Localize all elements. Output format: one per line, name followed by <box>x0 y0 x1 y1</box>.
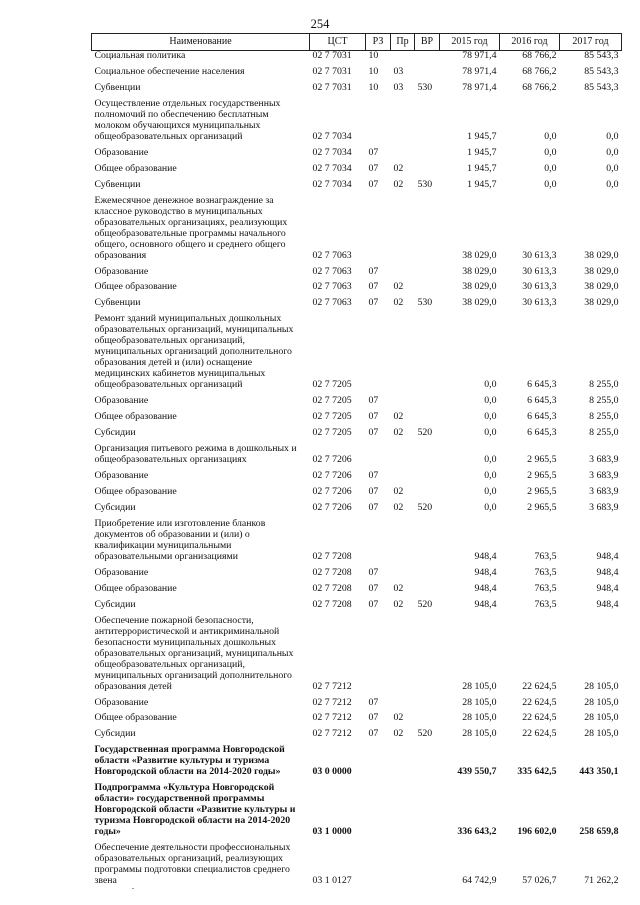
row-pr <box>391 843 415 892</box>
row-cst: 02 7 7206 <box>312 486 352 497</box>
row-2017: 28 105,0 <box>584 680 619 692</box>
row-pr <box>391 99 415 148</box>
row-rz: 07 <box>368 696 379 708</box>
row-name: Общее образование <box>94 411 177 423</box>
row-rz: 07 <box>368 470 379 482</box>
table-body <box>92 51 622 893</box>
row-rz: 07 <box>368 486 379 497</box>
row-2016: 335 642,5 <box>517 766 557 778</box>
row-2015: 78 971,4 <box>462 81 497 93</box>
row-pr: 02 <box>393 598 404 610</box>
row-name: Субсидии <box>94 427 136 439</box>
row-cst: 02 7 7212 <box>312 728 352 740</box>
header-2016: 2016 год <box>500 34 560 51</box>
row-rz <box>366 444 391 471</box>
row-2017: 948,4 <box>596 550 619 562</box>
row-pr <box>391 148 415 164</box>
table-row <box>92 67 622 83</box>
row-pr: 02 <box>393 411 404 423</box>
row-cst: 02 7 7208 <box>312 582 352 594</box>
row-2017: 28 105,0 <box>584 728 619 740</box>
table-row <box>92 51 622 67</box>
table-row <box>92 267 622 283</box>
table-row <box>92 729 622 745</box>
table-row <box>92 282 622 298</box>
row-2017: 85 543,3 <box>584 81 619 93</box>
row-2016: 6 645,3 <box>527 411 557 423</box>
table-row <box>92 568 622 584</box>
table-row <box>92 314 622 396</box>
table-row <box>92 444 622 471</box>
table-row <box>92 713 622 729</box>
row-vr <box>415 99 440 148</box>
row-rz <box>366 783 391 843</box>
row-rz: 07 <box>368 162 379 174</box>
row-2015: 0,0 <box>484 427 497 439</box>
row-name: Субсидии <box>94 728 136 740</box>
row-pr: 02 <box>393 178 404 190</box>
row-pr <box>391 444 415 471</box>
row-2017: 948,4 <box>596 582 619 594</box>
row-2015: 439 550,7 <box>457 766 497 778</box>
row-vr: 530 <box>417 297 433 309</box>
row-vr <box>415 267 440 283</box>
row-2015: 64 742,9 <box>462 875 497 887</box>
row-rz: 07 <box>368 427 379 439</box>
scan-speck <box>132 888 134 889</box>
row-pr <box>391 471 415 487</box>
row-cst: 03 1 0000 <box>312 826 352 838</box>
row-name: Организация питьевого режима в дошкольных и общеобразовательных организациях <box>94 443 297 466</box>
header-vr: ВР <box>415 34 440 51</box>
row-cst: 02 7 7063 <box>312 281 352 293</box>
row-2017: 8 255,0 <box>589 379 619 391</box>
row-name: Субвенции <box>94 81 141 93</box>
row-2015: 948,4 <box>474 566 497 578</box>
row-pr <box>391 568 415 584</box>
row-vr <box>415 67 440 83</box>
row-rz: 07 <box>368 712 379 724</box>
row-2017: 443 350,1 <box>579 766 619 778</box>
row-rz: 07 <box>368 598 379 610</box>
row-pr: 02 <box>393 712 404 724</box>
row-2017: 3 683,9 <box>589 470 619 482</box>
row-rz: 10 <box>368 65 379 77</box>
row-2017: 258 659,8 <box>579 826 619 838</box>
row-2016: 0,0 <box>544 178 557 190</box>
row-2015: 38 029,0 <box>462 249 497 261</box>
table-row <box>92 83 622 99</box>
table-row <box>92 600 622 616</box>
row-vr: 520 <box>417 501 433 513</box>
row-2016: 763,5 <box>534 566 557 578</box>
row-2015: 28 105,0 <box>462 696 497 708</box>
row-vr <box>415 314 440 396</box>
row-2017: 38 029,0 <box>584 281 619 293</box>
row-2015: 38 029,0 <box>462 281 497 293</box>
row-pr: 02 <box>393 728 404 740</box>
row-2015: 1 945,7 <box>467 130 497 142</box>
row-name: Приобретение или изготовление бланков документов об образовании и (или) о квалификации муниципальными образовательными организациями <box>94 517 266 562</box>
row-2016: 22 624,5 <box>522 696 557 708</box>
row-rz: 07 <box>368 728 379 740</box>
row-2016: 30 613,3 <box>522 281 557 293</box>
row-vr <box>415 584 440 600</box>
row-2017: 0,0 <box>606 162 619 174</box>
row-2016: 30 613,3 <box>522 249 557 261</box>
row-2016: 196 602,0 <box>517 826 557 838</box>
row-2017: 8 255,0 <box>589 395 619 407</box>
row-name: Субсидии <box>94 501 136 513</box>
row-vr <box>415 444 440 471</box>
row-cst: 03 0 0000 <box>312 766 352 778</box>
row-vr <box>415 196 440 267</box>
page-number: 254 <box>310 17 330 31</box>
row-cst: 02 7 7063 <box>312 265 352 277</box>
row-2015: 0,0 <box>484 379 497 391</box>
row-vr <box>415 616 440 698</box>
row-2016: 6 645,3 <box>527 379 557 391</box>
row-name: Обеспечение пожарной безопасности, антитеррористической и антикриминальной безопасности муниципальных дошкольных образовательных организаций, муниципальных общеобразовательных организаций, муниципальных организаций дополнительного образования детей <box>94 614 294 692</box>
row-cst: 03 1 0127 <box>312 875 352 887</box>
row-rz <box>366 314 391 396</box>
row-2017: 38 029,0 <box>584 265 619 277</box>
row-rz <box>366 196 391 267</box>
row-name: Социальная политика <box>94 50 186 61</box>
row-2015: 78 971,4 <box>462 65 497 77</box>
row-vr <box>415 713 440 729</box>
row-2015: 948,4 <box>474 582 497 594</box>
row-pr <box>391 396 415 412</box>
row-2015: 336 643,2 <box>457 826 497 838</box>
table-row <box>92 616 622 698</box>
row-name: Образование <box>94 146 149 158</box>
row-2016: 2 965,5 <box>527 486 557 497</box>
table-header <box>92 34 622 51</box>
table-row <box>92 298 622 314</box>
row-name: Субвенции <box>94 178 141 190</box>
row-name: Субсидии <box>94 598 136 610</box>
row-2015: 0,0 <box>484 395 497 407</box>
row-vr <box>415 396 440 412</box>
row-2017: 38 029,0 <box>584 249 619 261</box>
row-rz: 07 <box>368 566 379 578</box>
row-2016: 22 624,5 <box>522 680 557 692</box>
row-vr <box>415 282 440 298</box>
row-2016: 57 026,7 <box>522 875 557 887</box>
row-vr <box>415 745 440 783</box>
row-2017: 85 543,3 <box>584 65 619 77</box>
row-rz <box>366 519 391 568</box>
row-vr: 520 <box>417 427 433 439</box>
row-2017: 948,4 <box>596 598 619 610</box>
row-rz: 07 <box>368 146 379 158</box>
row-2015: 1 945,7 <box>467 146 497 158</box>
row-2015: 0,0 <box>484 454 497 466</box>
row-rz: 07 <box>368 411 379 423</box>
header-name: Наименование <box>92 34 310 51</box>
row-2017: 0,0 <box>606 146 619 158</box>
row-2015: 0,0 <box>484 486 497 497</box>
row-name: Обеспечение деятельности профессиональных образовательных организаций, реализующих программы подготовки специалистов среднего звена <box>94 842 291 887</box>
row-2017: 3 683,9 <box>589 486 619 497</box>
row-cst: 02 7 7063 <box>312 249 352 261</box>
row-pr: 02 <box>393 281 404 293</box>
row-2017: 8 255,0 <box>589 411 619 423</box>
table-row <box>92 180 622 196</box>
row-2017: 3 683,9 <box>589 501 619 513</box>
header-cst: ЦСТ <box>310 34 366 51</box>
row-cst: 02 7 7031 <box>312 81 352 93</box>
row-pr <box>391 745 415 783</box>
row-vr: 530 <box>417 81 433 93</box>
row-name: Образование <box>94 395 149 407</box>
row-2015: 28 105,0 <box>462 728 497 740</box>
row-cst: 02 7 7205 <box>312 395 352 407</box>
row-cst: 02 7 7212 <box>312 680 352 692</box>
row-2016: 68 766,2 <box>522 81 557 93</box>
row-vr <box>415 51 440 67</box>
row-vr <box>415 519 440 568</box>
row-2016: 22 624,5 <box>522 728 557 740</box>
table-row <box>92 412 622 428</box>
row-2016: 68 766,2 <box>522 65 557 77</box>
table-row <box>92 745 622 783</box>
row-cst: 02 7 7034 <box>312 162 352 174</box>
table-row <box>92 487 622 503</box>
row-2015: 38 029,0 <box>462 265 497 277</box>
row-name: Осуществление отдельных государственных полномочий по обеспечению бесплатным молоком обучающихся муниципальных общеобразовательных организаций <box>94 97 281 142</box>
row-2016: 2 965,5 <box>527 501 557 513</box>
row-cst: 02 7 7208 <box>312 566 352 578</box>
table-row <box>92 396 622 412</box>
row-name: Ремонт зданий муниципальных дошкольных образовательных организаций, муниципальных общеобразовательных организаций, муниципальных организаций дополнительного образования детей и (или) оснащение медицинских кабинетов муниципальных общеобразовательных организаций <box>94 313 294 391</box>
row-2016: 68 766,2 <box>522 50 557 61</box>
row-cst: 02 7 7212 <box>312 712 352 724</box>
row-name: Ежемесячное денежное вознаграждение за классное руководство в муниципальных образовательных организациях, реализующих общеобразовательные программы начального общего, основного общего и среднего общего образования <box>94 194 288 261</box>
row-vr <box>415 783 440 843</box>
row-rz: 07 <box>368 178 379 190</box>
row-2015: 1 945,7 <box>467 178 497 190</box>
row-rz: 07 <box>368 582 379 594</box>
row-pr: 03 <box>393 81 404 93</box>
row-pr <box>391 51 415 67</box>
row-vr <box>415 568 440 584</box>
table-row <box>92 164 622 180</box>
row-name: Образование <box>94 265 149 277</box>
table-row <box>92 428 622 444</box>
row-name: Общее образование <box>94 712 177 724</box>
row-pr: 02 <box>393 582 404 594</box>
row-rz: 07 <box>368 297 379 309</box>
row-cst: 02 7 7034 <box>312 178 352 190</box>
row-2015: 38 029,0 <box>462 297 497 309</box>
row-2017: 0,0 <box>606 130 619 142</box>
table-row <box>92 148 622 164</box>
row-2015: 1 945,7 <box>467 162 497 174</box>
table-row <box>92 196 622 267</box>
row-name: Социальное обеспечение населения <box>94 65 245 77</box>
row-vr <box>415 164 440 180</box>
row-name: Общее образование <box>94 486 177 497</box>
row-pr <box>391 314 415 396</box>
budget-table <box>91 33 622 892</box>
row-pr <box>391 196 415 267</box>
table-row <box>92 519 622 568</box>
row-2016: 2 965,5 <box>527 470 557 482</box>
row-2016: 6 645,3 <box>527 395 557 407</box>
row-pr <box>391 267 415 283</box>
row-cst: 02 7 7205 <box>312 411 352 423</box>
table-row <box>92 843 622 892</box>
row-name: Образование <box>94 470 149 482</box>
row-2017: 8 255,0 <box>589 427 619 439</box>
row-rz: 07 <box>368 501 379 513</box>
row-2015: 0,0 <box>484 470 497 482</box>
row-2015: 0,0 <box>484 411 497 423</box>
header-2017: 2017 год <box>560 34 622 51</box>
row-vr <box>415 148 440 164</box>
row-2016: 30 613,3 <box>522 265 557 277</box>
table-row <box>92 99 622 148</box>
row-vr <box>415 698 440 714</box>
row-cst: 02 7 7205 <box>312 379 352 391</box>
row-pr: 02 <box>393 297 404 309</box>
row-cst: 02 7 7208 <box>312 598 352 610</box>
row-2016: 0,0 <box>544 130 557 142</box>
row-pr <box>391 783 415 843</box>
row-cst: 02 7 7206 <box>312 501 352 513</box>
row-name: Общее образование <box>94 162 177 174</box>
row-rz: 10 <box>368 50 379 61</box>
row-2017: 28 105,0 <box>584 712 619 724</box>
row-2017: 948,4 <box>596 566 619 578</box>
row-rz: 07 <box>368 281 379 293</box>
row-2017: 71 262,2 <box>584 875 619 887</box>
row-name: Субвенции <box>94 297 141 309</box>
row-2016: 0,0 <box>544 146 557 158</box>
row-pr <box>391 698 415 714</box>
row-name: Общее образование <box>94 281 177 293</box>
row-2017: 28 105,0 <box>584 696 619 708</box>
row-pr: 03 <box>393 65 404 77</box>
table-row <box>92 783 622 843</box>
row-cst: 02 7 7031 <box>312 50 352 61</box>
row-rz: 10 <box>368 81 379 93</box>
row-2016: 2 965,5 <box>527 454 557 466</box>
row-name: Образование <box>94 566 149 578</box>
row-pr: 02 <box>393 162 404 174</box>
row-2015: 78 971,4 <box>462 50 497 61</box>
header-rz: РЗ <box>366 34 391 51</box>
row-2015: 28 105,0 <box>462 680 497 692</box>
row-name: Общее образование <box>94 582 177 594</box>
row-cst: 02 7 7208 <box>312 550 352 562</box>
row-vr <box>415 412 440 428</box>
row-rz: 07 <box>368 395 379 407</box>
table-row <box>92 471 622 487</box>
row-cst: 02 7 7031 <box>312 65 352 77</box>
row-name: Образование <box>94 696 149 708</box>
row-2017: 85 543,3 <box>584 50 619 61</box>
row-pr: 02 <box>393 501 404 513</box>
row-2017: 38 029,0 <box>584 297 619 309</box>
row-rz <box>366 616 391 698</box>
row-rz <box>366 843 391 892</box>
row-2016: 0,0 <box>544 162 557 174</box>
row-rz: 07 <box>368 265 379 277</box>
header-pr: Пр <box>391 34 415 51</box>
row-2015: 28 105,0 <box>462 712 497 724</box>
row-cst: 02 7 7034 <box>312 146 352 158</box>
row-name: Государственная программа Новгородской области «Развитие культуры и туризма Новгородской области на 2014-2020 годы» <box>94 744 285 778</box>
row-2016: 6 645,3 <box>527 427 557 439</box>
row-vr: 530 <box>417 178 433 190</box>
row-2015: 948,4 <box>474 550 497 562</box>
row-2016: 763,5 <box>534 550 557 562</box>
row-rz <box>366 99 391 148</box>
row-pr <box>391 519 415 568</box>
row-vr <box>415 487 440 503</box>
row-2016: 30 613,3 <box>522 297 557 309</box>
row-vr: 520 <box>417 728 433 740</box>
row-vr: 520 <box>417 598 433 610</box>
row-cst: 02 7 7206 <box>312 454 352 466</box>
row-cst: 02 7 7205 <box>312 427 352 439</box>
table-row <box>92 698 622 714</box>
row-2016: 763,5 <box>534 582 557 594</box>
row-name: Подпрограмма «Культура Новгородской области» государственной программы Новгородской области «Развитие культуры и туризма Новгородской области на 2014-2020 годы» <box>94 782 296 838</box>
row-2015: 0,0 <box>484 501 497 513</box>
row-2017: 3 683,9 <box>589 454 619 466</box>
row-2016: 763,5 <box>534 598 557 610</box>
row-cst: 02 7 7034 <box>312 130 352 142</box>
row-2016: 22 624,5 <box>522 712 557 724</box>
row-2015: 948,4 <box>474 598 497 610</box>
row-cst: 02 7 7063 <box>312 297 352 309</box>
header-2015: 2015 год <box>440 34 500 51</box>
row-pr: 02 <box>393 427 404 439</box>
table-row <box>92 503 622 519</box>
row-pr <box>391 616 415 698</box>
row-2017: 0,0 <box>606 178 619 190</box>
row-vr <box>415 471 440 487</box>
row-vr <box>415 843 440 892</box>
row-rz <box>366 745 391 783</box>
row-cst: 02 7 7212 <box>312 696 352 708</box>
table-row <box>92 584 622 600</box>
row-pr: 02 <box>393 486 404 497</box>
row-cst: 02 7 7206 <box>312 470 352 482</box>
